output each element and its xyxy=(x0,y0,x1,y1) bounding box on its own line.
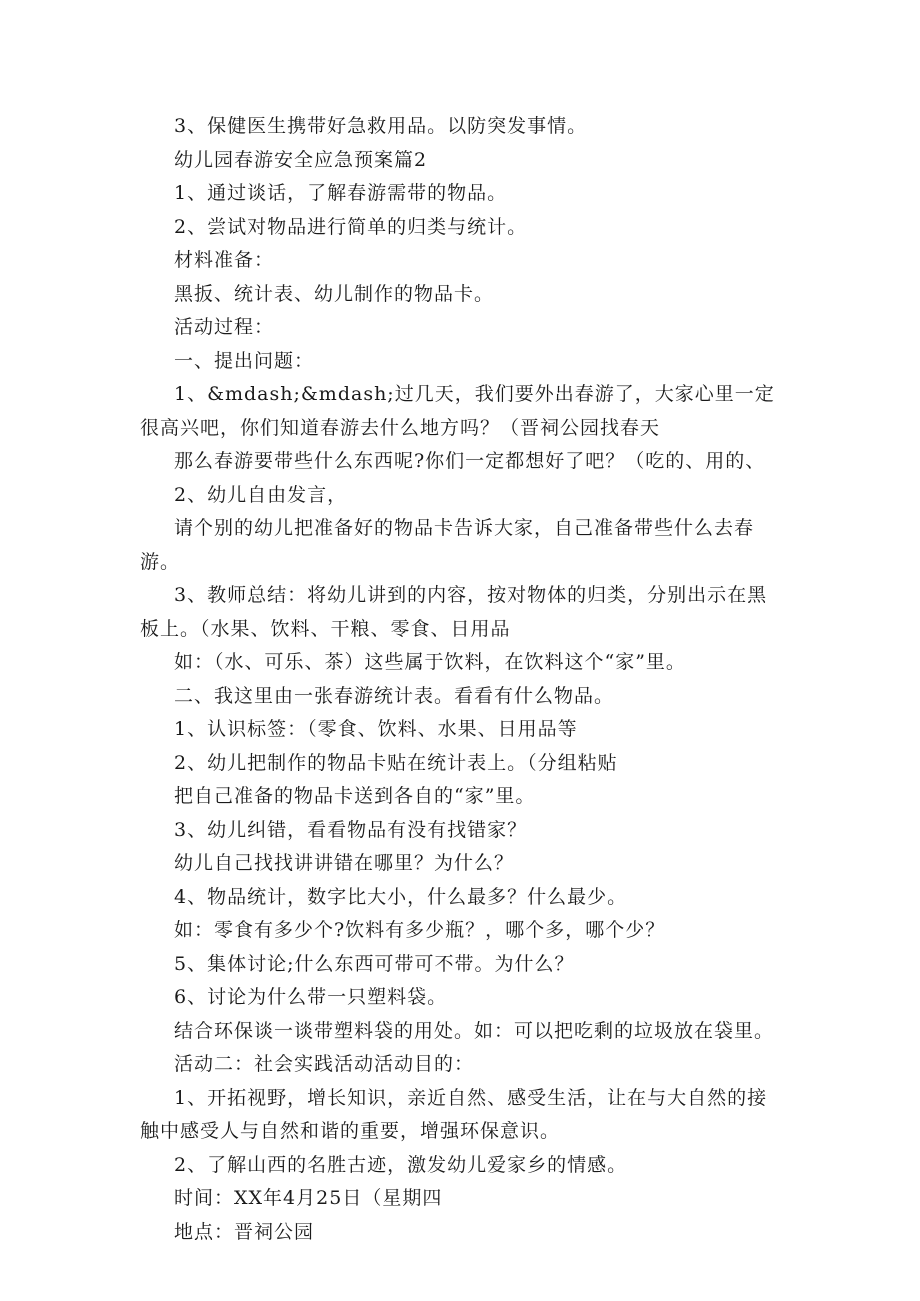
document-body xyxy=(140,110,785,1249)
paragraph: 活动二：社会实践活动活动目的： xyxy=(174,1053,475,1075)
paragraph: 一、提出问题： xyxy=(174,349,315,372)
paragraph: 3、保健医生携带好急救用品。以防突发事情。 xyxy=(174,115,588,137)
paragraph: 如：零食有多少个?饮料有多少瓶？，哪个多，哪个少？ xyxy=(174,919,666,941)
paragraph: 2、幼儿把制作的物品卡贴在统计表上。（分组粘贴 xyxy=(174,751,618,774)
paragraph: 结合环保谈一谈带塑料袋的用处。如：可以把吃剩的垃圾放在袋里。 xyxy=(174,1019,775,1042)
paragraph: 1、开拓视野，增长知识，亲近自然、感受生活，让在与大自然的接触中感受人与自然和谐的重要，增强环保意识。 xyxy=(140,1086,768,1142)
paragraph: 4、物品统计，数字比大小，什么最多？什么最少。 xyxy=(174,885,628,908)
paragraph: 幼儿自己找找讲讲错在哪里？为什么？ xyxy=(174,852,515,874)
paragraph: 材料准备： xyxy=(174,249,275,271)
paragraph: 时间：XX年4月25日（星期四 xyxy=(174,1187,443,1209)
paragraph: 地点：晋祠公园 xyxy=(174,1220,315,1243)
paragraph: 3、教师总结：将幼儿讲到的内容，按对物体的归类，分别出示在黑板上。（水果、饮料、干粮、零食、日用品 xyxy=(140,584,768,640)
paragraph: 6、讨论为什么带一只塑料袋。 xyxy=(174,986,448,1008)
paragraph: 1、&mdash;&mdash;过几天，我们要外出春游了，大家心里一定很高兴吧，你们知道春游去什么地方吗？（晋祠公园找春天 xyxy=(140,383,775,439)
paragraph: 二、我这里由一张春游统计表。看看有什么物品。 xyxy=(174,684,615,707)
paragraph: 2、尝试对物品进行简单的归类与统计。 xyxy=(174,215,528,238)
paragraph: 那么春游要带些什么东西呢?你们一定都想好了吧？（吃的、用的、 xyxy=(174,450,766,472)
paragraph: 3、幼儿纠错，看看物品有没有找错家？ xyxy=(174,818,528,841)
paragraph: 1、认识标签：（零食、饮料、水果、日用品等 xyxy=(174,718,578,740)
paragraph: 把自己准备的物品卡送到各自的“家”里。 xyxy=(174,785,536,807)
paragraph: 2、幼儿自由发言， xyxy=(174,483,348,506)
paragraph: 如：（水、可乐、茶）这些属于饮料，在饮料这个“家”里。 xyxy=(174,651,686,673)
paragraph: 5、集体讨论;什么东西可带可不带。为什么？ xyxy=(174,952,575,975)
paragraph: 活动过程： xyxy=(174,316,275,338)
paragraph: 1、通过谈话，了解春游需带的物品。 xyxy=(174,182,508,204)
section-heading: 幼儿园春游安全应急预案篇2 xyxy=(174,148,428,171)
paragraph: 请个别的幼儿把准备好的物品卡告诉大家，自己准备带些什么去春游。 xyxy=(140,517,755,573)
paragraph: 2、了解山西的名胜古迹，激发幼儿爱家乡的情感。 xyxy=(174,1153,628,1176)
paragraph: 黑扳、统计表、幼儿制作的物品卡。 xyxy=(174,282,495,305)
